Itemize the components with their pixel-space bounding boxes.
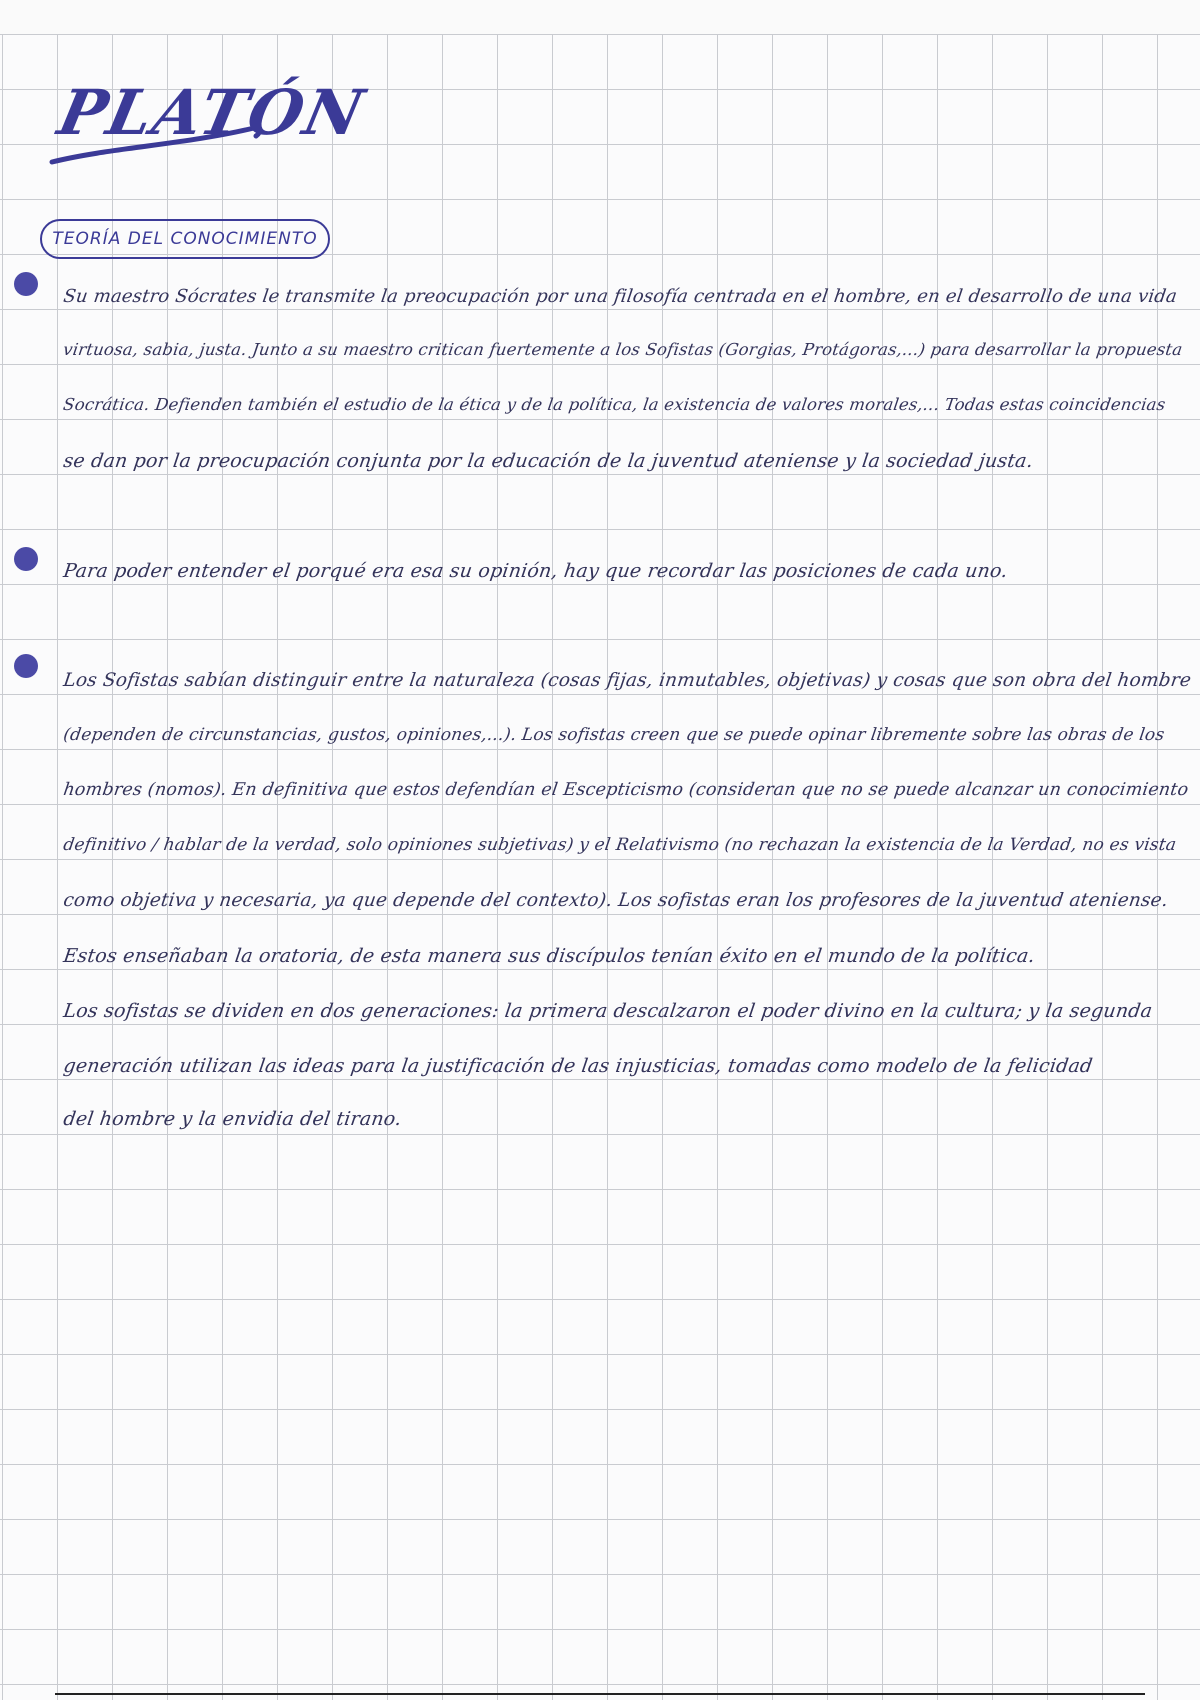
bottom-rule [55,1693,1145,1695]
paragraph-3-line-2: (dependen de circunstancias, gustos, opiniones,...). Los sofistas creen que se puede opinar libremente sobre las obras de los [62,725,1166,745]
paragraph-3-line-9: del hombre y la envidia del tirano. [62,1108,403,1130]
paragraph-1-line-4: se dan por la preocupación conjunta por la educación de la juventud ateniense y la sociedad justa. [62,450,1035,472]
paragraph-3-line-5: como objetiva y necesaria, ya que depende del contexto). Los sofistas eran los profesores de la juventud ateniense. [62,890,1170,911]
bullet-icon [14,272,38,296]
section-label-pill [40,219,330,259]
bullet-icon [14,547,38,571]
paragraph-2-line-1: Para poder entender el porqué era esa su opinión, hay que recordar las posiciones de cada uno. [62,560,1010,582]
paragraph-3-line-4: definitivo / hablar de la verdad, solo opiniones subjetivas) y el Relativismo (no rechazan la existencia de la Verdad, no es vista [62,835,1178,855]
page-top-margin [0,0,1200,34]
section-label: TEORÍA DEL CONOCIMIENTO [52,229,318,249]
page-title: PLATÓN [52,76,372,149]
paragraph-3-line-7: Los sofistas se dividen en dos generaciones: la primera descalzaron el poder divino en la cultura; y la segunda [62,1000,1154,1022]
paragraph-3-line-1: Los Sofistas sabían distinguir entre la naturaleza (cosas fijas, inmutables, objetivas) y cosas que son obra del hombre [62,670,1193,691]
paragraph-3-line-8: generación utilizan las ideas para la justificación de las injusticias, tomadas como modelo de la felicidad [62,1055,1095,1077]
bullet-icon [14,654,38,678]
paragraph-1-line-3: Socrática. Defienden también el estudio de la ética y de la política, la existencia de valores morales,... Todas estas coincidencias [62,395,1167,414]
paragraph-3-line-6: Estos enseñaban la oratoria, de esta manera sus discípulos tenían éxito en el mundo de la política. [62,945,1037,967]
title-block [48,70,372,170]
paragraph-1-line-1: Su maestro Sócrates le transmite la preocupación por una filosofía centrada en el hombre, en el desarrollo de una vida [62,286,1179,307]
paragraph-3-line-3: hombres (nomos). En definitiva que estos defendían el Escepticismo (consideran que no se puede alcanzar un conocimiento [62,780,1190,800]
paragraph-1-line-2: virtuosa, sabia, justa. Junto a su maestro critican fuertemente a los Sofistas (Gorgias, Protágoras,...) para desarrollar la propuesta [62,340,1184,359]
